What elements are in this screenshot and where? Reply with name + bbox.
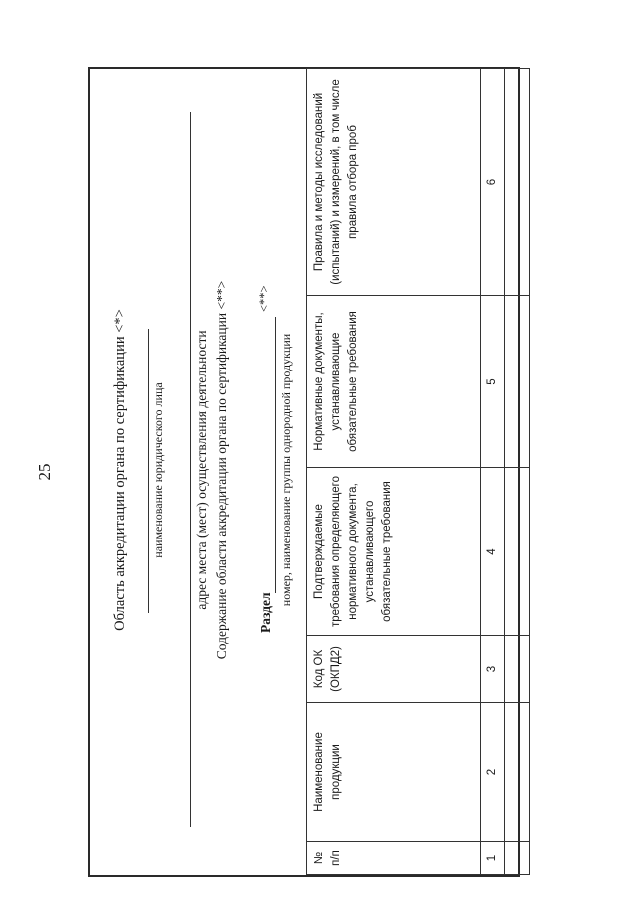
legal-entity-line <box>148 329 149 613</box>
column-number: 6 <box>481 69 505 296</box>
content-caption: Содержание области аккредитации органа по сертификации <**> <box>214 280 229 660</box>
accreditation-table <box>306 68 530 875</box>
section-note: <**> <box>257 285 271 312</box>
table-row <box>505 69 530 875</box>
column-number: 2 <box>481 703 505 842</box>
accreditation-form <box>88 67 520 877</box>
address-line <box>190 112 191 827</box>
column-header-test-methods: Правила и методы исследований (испытаний) и измерений, в том числе правила отбора проб <box>307 69 481 296</box>
rotated-sheet-frame <box>88 67 520 877</box>
table-header-row <box>307 69 481 875</box>
table-cell <box>505 703 530 842</box>
column-header-number: № п/п <box>307 842 481 875</box>
table-cell <box>505 636 530 703</box>
section-label: Раздел <box>258 592 273 633</box>
column-number: 1 <box>481 842 505 875</box>
column-header-confirmed-requirements: Подтверждаемые требования определяющего нормативного документа, устанавливающего обязательные требования <box>307 468 481 636</box>
table-cell <box>505 69 530 296</box>
column-number: 3 <box>481 636 505 703</box>
table-cell <box>505 296 530 468</box>
table-cell <box>505 842 530 875</box>
section-line <box>275 317 276 593</box>
form-title: Область аккредитации органа по сертификации <*> <box>112 309 128 631</box>
column-number: 4 <box>481 468 505 636</box>
column-header-ok-code: Код ОК (ОКПД2) <box>307 636 481 703</box>
column-header-product-name: Наименование продукции <box>307 703 481 842</box>
legal-entity-caption: наименование юридического лица <box>151 382 165 558</box>
column-number: 5 <box>481 296 505 468</box>
column-header-normative-documents: Нормативные документы, устанавливающие обязательные требования <box>307 296 481 468</box>
column-numbers-row <box>481 69 505 875</box>
page-number: 25 <box>35 463 54 481</box>
table-cell <box>505 468 530 636</box>
product-group-caption: номер, наименование группы однородной продукции <box>279 333 293 607</box>
address-caption: адрес места (мест) осуществления деятельности <box>194 330 209 610</box>
